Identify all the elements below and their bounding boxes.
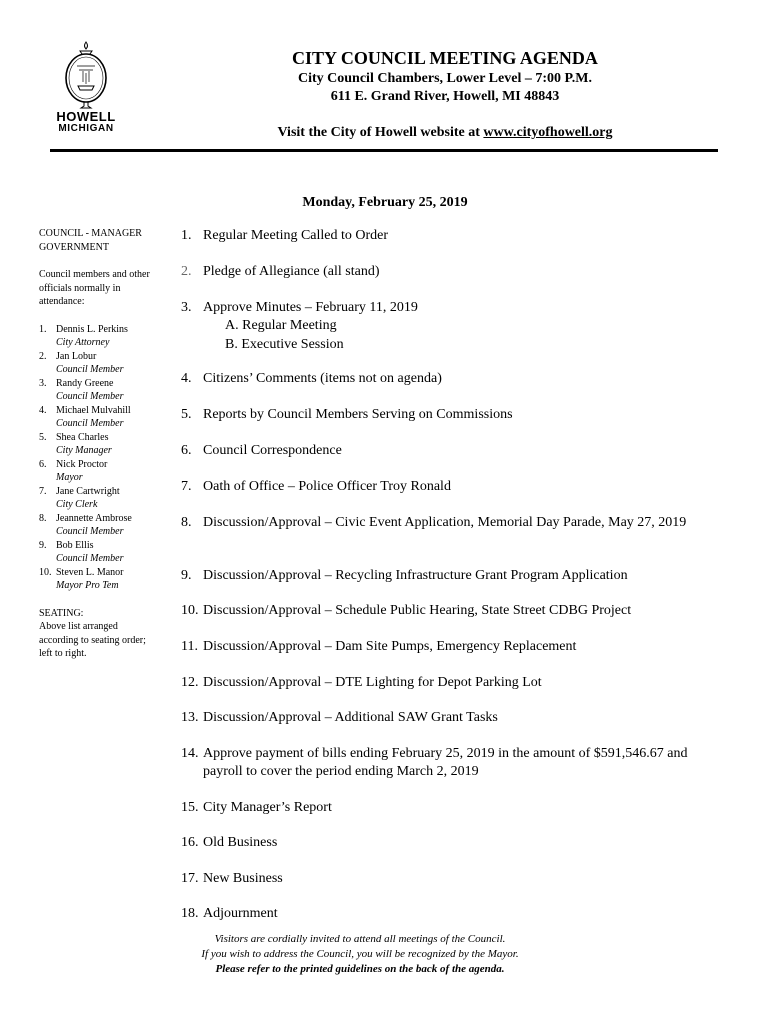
agenda-item-body: [203, 745, 721, 781]
agenda-item-body: [203, 905, 278, 923]
agenda-item-text: City Manager’s Report: [203, 800, 332, 815]
agenda-item-body: [203, 834, 277, 852]
agenda-item: [181, 299, 721, 354]
agenda-item-text: Oath of Office – Police Officer Troy Ronald: [203, 479, 451, 494]
agenda-item-number: 5.: [181, 407, 192, 422]
agenda-item-body: [203, 638, 576, 656]
agenda-item-body: [203, 567, 628, 585]
agenda-item: [181, 638, 721, 656]
agenda-item-text: Council Correspondence: [203, 443, 342, 458]
member-role: Mayor Pro Tem: [56, 580, 119, 591]
sidebar: [39, 227, 159, 661]
agenda-item-number: 4.: [181, 371, 192, 386]
agenda-item-text: Adjournment: [203, 906, 278, 921]
member-number: 6.: [39, 458, 47, 470]
member-number: 7.: [39, 485, 47, 497]
agenda-item-number: 6.: [181, 443, 192, 458]
agenda-item-body: [203, 478, 451, 496]
agenda-item-number: 9.: [181, 568, 192, 583]
agenda-item-number: 16.: [181, 835, 199, 850]
meeting-location: City Council Chambers, Lower Level – 7:00 P.M.: [298, 71, 592, 86]
member-role: Council Member: [56, 553, 124, 564]
agenda-item-text: Discussion/Approval – DTE Lighting for Depot Parking Lot: [203, 675, 542, 690]
agenda-item-text: Discussion/Approval – Schedule Public Hearing, State Street CDBG Project: [203, 603, 632, 618]
member-role: Council Member: [56, 418, 124, 429]
agenda-item-body: [203, 299, 418, 354]
member-entry: [39, 377, 159, 404]
agenda-item-text: Reports by Council Members Serving on Commissions: [203, 407, 513, 422]
agenda-item-body: [203, 370, 442, 388]
seating-text: Above list arranged according to seating order; left to right.: [39, 621, 146, 659]
agenda-item: [181, 478, 721, 496]
member-entry: [39, 404, 159, 431]
agenda-item-body: [203, 799, 332, 817]
member-number: 5.: [39, 431, 47, 443]
agenda-item-body: [203, 263, 380, 281]
footer-line-3: Please refer to the printed guidelines on the back of the agenda.: [215, 963, 505, 975]
agenda-item-text: Approve Minutes – February 11, 2019: [203, 300, 418, 315]
agenda-item-text: Pledge of Allegiance (all stand): [203, 264, 380, 279]
member-name: Jan Lobur: [56, 350, 97, 362]
agenda-item-number: 17.: [181, 871, 199, 886]
member-name: Michael Mulvahill: [56, 404, 131, 416]
member-details: [56, 458, 107, 485]
agenda-item-number: 8.: [181, 515, 192, 530]
member-entry: [39, 566, 159, 593]
member-role: City Manager: [56, 445, 112, 456]
member-name: Jeannette Ambrose: [56, 512, 132, 524]
member-details: [56, 350, 124, 377]
footer-note: [0, 932, 720, 977]
agenda-item-number: 18.: [181, 906, 199, 921]
agenda-item: [181, 905, 721, 923]
agenda-item-body: [203, 227, 388, 245]
meeting-date: Monday, February 25, 2019: [302, 195, 468, 210]
member-role: Council Member: [56, 364, 124, 375]
government-type: COUNCIL - MANAGER GOVERNMENT: [39, 228, 142, 253]
website-link[interactable]: www.cityofhowell.org: [483, 125, 613, 140]
member-entry: [39, 539, 159, 566]
member-number: 1.: [39, 323, 47, 335]
member-name: Bob Ellis: [56, 539, 94, 551]
member-number: 10.: [39, 566, 52, 578]
member-role: City Clerk: [56, 499, 98, 510]
agenda-item-body: [203, 870, 283, 888]
member-number: 3.: [39, 377, 47, 389]
agenda-item-text: Discussion/Approval – Civic Event Application, Memorial Day Parade, May 27, 2019: [203, 515, 687, 530]
agenda-item: [181, 745, 721, 781]
agenda-item-text: Old Business: [203, 835, 278, 850]
agenda-item-body: [203, 514, 686, 532]
member-number: 9.: [39, 539, 47, 551]
member-details: [56, 512, 132, 539]
member-entry: [39, 458, 159, 485]
agenda-item-body: [203, 709, 498, 727]
agenda-item-text: Citizens’ Comments (items not on agenda): [203, 371, 442, 386]
agenda-subitems: [225, 317, 418, 354]
member-list: [39, 323, 159, 593]
member-entry: [39, 431, 159, 458]
member-number: 2.: [39, 350, 47, 362]
member-details: [56, 539, 124, 566]
agenda-item: [181, 674, 721, 692]
member-details: [56, 485, 120, 512]
agenda-item: [181, 834, 721, 852]
agenda-item: [181, 370, 721, 388]
member-details: [56, 431, 112, 458]
agenda-item-body: [203, 406, 513, 424]
member-details: [56, 323, 128, 350]
attendance-note: Council members and other officials normally in attendance:: [39, 269, 150, 307]
agenda-subitem: B. Executive Session: [225, 336, 344, 352]
meeting-address: 611 E. Grand River, Howell, MI 48843: [330, 89, 560, 104]
member-role: City Attorney: [56, 337, 110, 348]
agenda-item: [181, 263, 721, 281]
member-name: Randy Greene: [56, 377, 114, 389]
member-number: 8.: [39, 512, 47, 524]
agenda-item-text: Discussion/Approval – Recycling Infrastructure Grant Program Application: [203, 568, 628, 583]
agenda-item: [181, 602, 721, 620]
agenda-item-number: 1.: [181, 228, 192, 243]
member-name: Steven L. Manor: [56, 566, 124, 578]
agenda-item-text: Discussion/Approval – Dam Site Pumps, Emergency Replacement: [203, 639, 577, 654]
agenda-item-body: [203, 602, 631, 620]
agenda-item-text: Regular Meeting Called to Order: [203, 228, 389, 243]
member-role: Council Member: [56, 391, 124, 402]
agenda-item-number: 2.: [181, 264, 192, 279]
member-entry: [39, 512, 159, 539]
footer-line-2: If you wish to address the Council, you will be recognized by the Mayor.: [201, 948, 519, 960]
member-details: [56, 377, 124, 404]
footer-line-1: Visitors are cordially invited to attend all meetings of the Council.: [214, 933, 506, 945]
logo-city-name: HOWELL: [56, 109, 116, 124]
member-name: Shea Charles: [56, 431, 109, 443]
agenda-item: [181, 227, 721, 245]
member-number: 4.: [39, 404, 47, 416]
logo-state-name: MICHIGAN: [58, 123, 114, 134]
agenda-subitem: A. Regular Meeting: [225, 318, 337, 333]
agenda-item-number: 10.: [181, 603, 199, 618]
agenda-item: [181, 709, 721, 727]
agenda-item: [181, 567, 721, 585]
member-entry: [39, 323, 159, 350]
website-line: [120, 125, 770, 141]
agenda-item-number: 15.: [181, 800, 199, 815]
member-entry: [39, 350, 159, 377]
agenda-item-text: Approve payment of bills ending February 25, 2019 in the amount of $591,546.67 and payroll to cover the period ending March 2, 2019: [203, 746, 688, 779]
member-details: [56, 404, 131, 431]
member-name: Nick Proctor: [56, 458, 108, 470]
agenda-item-text: New Business: [203, 871, 283, 886]
agenda-item-body: [203, 674, 542, 692]
member-role: Council Member: [56, 526, 124, 537]
agenda-item-text: Discussion/Approval – Additional SAW Grant Tasks: [203, 710, 498, 725]
agenda-item: [181, 406, 721, 424]
member-name: Dennis L. Perkins: [56, 323, 128, 335]
agenda-item: [181, 870, 721, 888]
agenda-item-number: 3.: [181, 300, 192, 315]
agenda-item: [181, 799, 721, 817]
member-details: [56, 566, 124, 593]
header-divider: [50, 149, 718, 152]
agenda-item: [181, 442, 721, 460]
seating-heading: SEATING:: [39, 607, 84, 619]
agenda-item-number: 7.: [181, 479, 192, 494]
agenda-item-number: 11.: [181, 639, 198, 654]
agenda-item-number: 14.: [181, 746, 199, 761]
agenda-item-number: 13.: [181, 710, 199, 725]
member-role: Mayor: [56, 472, 83, 483]
member-entry: [39, 485, 159, 512]
website-prefix: Visit the City of Howell website at: [277, 125, 484, 140]
agenda-item-body: [203, 442, 342, 460]
agenda-title: CITY COUNCIL MEETING AGENDA: [292, 48, 598, 68]
member-name: Jane Cartwright: [56, 485, 120, 497]
agenda-item: [181, 514, 721, 532]
agenda-item-number: 12.: [181, 675, 199, 690]
